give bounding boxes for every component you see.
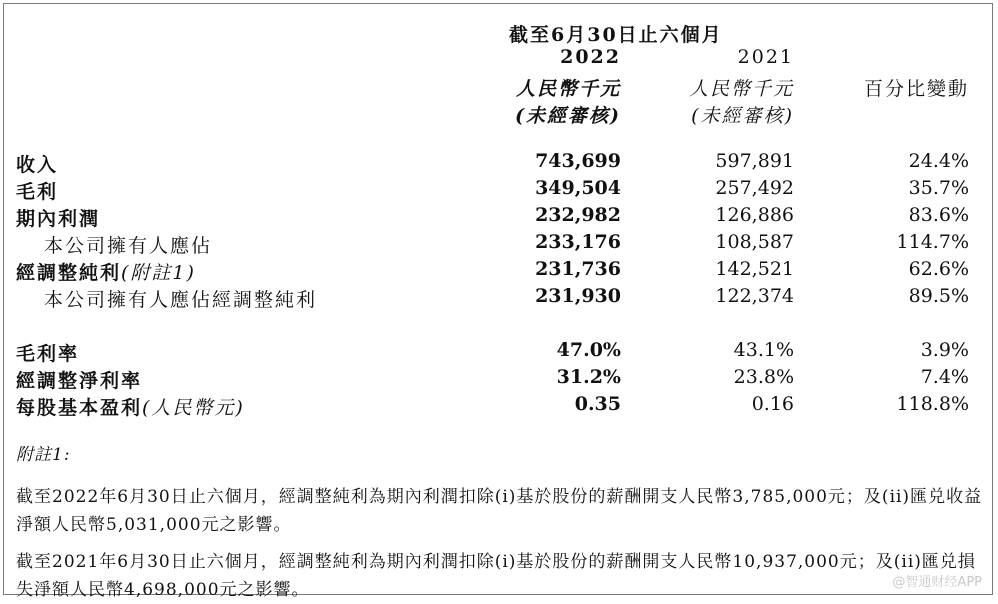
report-frame bbox=[3, 3, 993, 600]
row-label: 毛利 bbox=[16, 181, 59, 203]
value-change: 118.8% bbox=[896, 393, 969, 415]
value-change: 62.6% bbox=[908, 258, 969, 280]
value-2022: 31.2% bbox=[556, 366, 621, 388]
value-2021: 23.8% bbox=[733, 366, 794, 388]
table-row bbox=[4, 393, 994, 420]
value-2022: 47.0% bbox=[556, 339, 621, 361]
value-2021: 142,521 bbox=[715, 258, 794, 280]
row-label: 收入 bbox=[16, 154, 59, 176]
row-note: (人民幣元) bbox=[142, 397, 245, 419]
row-label: 毛利率 bbox=[16, 343, 80, 365]
col2-audit: (未經審核) bbox=[691, 105, 794, 127]
table-row bbox=[4, 285, 994, 312]
value-2021: 43.1% bbox=[733, 339, 794, 361]
value-2022: 231,736 bbox=[535, 258, 621, 280]
value-2022: 232,982 bbox=[535, 204, 621, 226]
value-2022: 0.35 bbox=[574, 393, 621, 415]
note-paragraph-2: 截至2021年6月30日止六個月，經調整純利為期內利潤扣除(i)基於股份的薪酬開支人民幣10,937,000元；及(ii)匯兑損失淨額人民幣4,698,000元之影響。 bbox=[16, 552, 976, 600]
table-row bbox=[4, 177, 994, 204]
col1-unit: 人民幣千元 bbox=[515, 78, 621, 100]
row-label: 期內利潤 bbox=[16, 208, 101, 230]
value-2021: 126,886 bbox=[715, 204, 794, 226]
value-2021: 257,492 bbox=[715, 177, 794, 199]
row-label: 本公司擁有人應佔 bbox=[44, 235, 213, 257]
period-header: 截至6月30日止六個月 bbox=[509, 24, 723, 46]
row-label: 經調整淨利率 bbox=[16, 370, 143, 392]
value-2022: 231,930 bbox=[535, 285, 621, 307]
row-label-group bbox=[16, 393, 245, 420]
value-2021: 122,374 bbox=[715, 285, 794, 307]
col2-unit: 人民幣千元 bbox=[688, 78, 794, 100]
note-paragraph-1: 截至2022年6月30日止六個月，經調整純利為期內利潤扣除(i)基於股份的薪酬開支人民幣3,785,000元；及(ii)匯兑收益淨額人民幣5,031,000元之影響。 bbox=[16, 487, 983, 535]
value-2021: 108,587 bbox=[715, 231, 794, 253]
table-row bbox=[4, 366, 994, 393]
table-row bbox=[4, 231, 994, 258]
value-change: 24.4% bbox=[908, 150, 969, 172]
value-2022: 743,699 bbox=[535, 150, 621, 172]
watermark: @智通财经APP bbox=[892, 575, 982, 590]
row-note: (附註1) bbox=[121, 262, 196, 284]
value-change: 3.9% bbox=[920, 339, 969, 361]
note-title: 附註1: bbox=[16, 445, 71, 465]
value-change: 7.4% bbox=[920, 366, 969, 388]
value-change: 89.5% bbox=[908, 285, 969, 307]
col2-year: 2021 bbox=[737, 46, 794, 68]
table-row bbox=[4, 339, 994, 366]
value-change: 114.7% bbox=[896, 231, 969, 253]
row-label: 經調整純利 bbox=[16, 262, 122, 284]
value-2021: 597,891 bbox=[715, 150, 794, 172]
row-label: 每股基本盈利 bbox=[16, 397, 143, 419]
value-2021: 0.16 bbox=[751, 393, 794, 415]
table-row bbox=[4, 204, 994, 231]
value-change: 35.7% bbox=[908, 177, 969, 199]
table-row bbox=[4, 150, 994, 177]
table-row bbox=[4, 258, 994, 285]
value-2022: 233,176 bbox=[535, 231, 621, 253]
row-label: 本公司擁有人應佔經調整純利 bbox=[44, 289, 318, 311]
value-2022: 349,504 bbox=[535, 177, 621, 199]
col1-audit: (未經審核) bbox=[515, 105, 621, 127]
row-label-group bbox=[16, 258, 196, 285]
col1-year: 2022 bbox=[560, 46, 621, 68]
value-change: 83.6% bbox=[908, 204, 969, 226]
col3-header: 百分比變動 bbox=[863, 78, 969, 100]
